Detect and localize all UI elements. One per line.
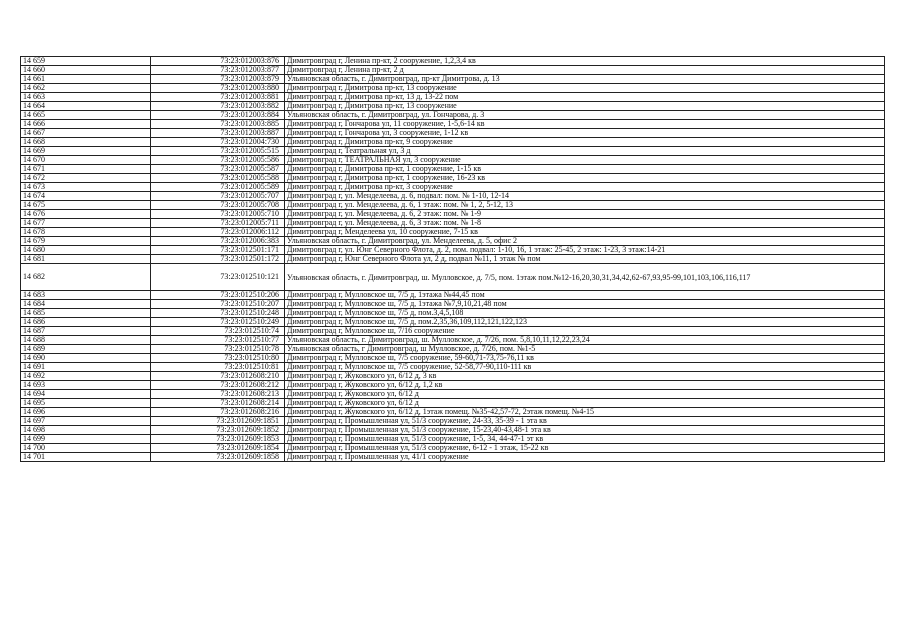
table-row [21,372,885,381]
cadastral-number: 73:23:012003:879 [151,75,285,84]
cadastral-number: 73:23:012608:210 [151,372,285,381]
table-row [21,408,885,417]
row-number: 14 681 [21,255,151,264]
cadastral-number: 73:23:012003:882 [151,102,285,111]
address: Димитровград г, Мулловское ш, 7/16 сооружение [285,327,885,336]
cadastral-number: 73:23:012003:877 [151,66,285,75]
address: Ульяновская область, г. Димитровград, пр-кт Димитрова, д. 13 [285,75,885,84]
cadastral-number: 73:23:012510:78 [151,345,285,354]
cadastral-number: 73:23:012004:730 [151,138,285,147]
row-number: 14 661 [21,75,151,84]
cadastral-number: 73:23:012510:81 [151,363,285,372]
address: Димитровград г, Мулловское ш, 7/5 сооружение, 52-58,77-90,110-111 кв [285,363,885,372]
row-number: 14 701 [21,453,151,462]
table-row [21,336,885,345]
row-number: 14 692 [21,372,151,381]
cadastral-number: 73:23:012003:880 [151,84,285,93]
row-number: 14 662 [21,84,151,93]
address: Димитровград г, Промышленная ул, 51/3 сооружение, 24-33, 35-39 - 1 эта кв [285,417,885,426]
cadastral-number: 73:23:012608:214 [151,399,285,408]
address: Димитровград г, Жуковского ул, 6/12 д [285,399,885,408]
row-number: 14 688 [21,336,151,345]
row-number: 14 672 [21,174,151,183]
address: Димитровград г, ул. Менделеева, д. 6, подвал: пом. № 1-10, 12-14 [285,192,885,201]
row-number: 14 666 [21,120,151,129]
registry-rows [21,57,885,462]
address: Димитровград г, Промышленная ул, 41/1 сооружение [285,453,885,462]
row-number: 14 691 [21,363,151,372]
address: Димитровград г, Мулловское ш, 7/5 сооружение, 59-60,71-73,75-76,11 кв [285,354,885,363]
cadastral-number: 73:23:012510:248 [151,309,285,318]
table-row [21,165,885,174]
address: Димитровград г, ул. Менделеева, д. 6, 1 этаж: пом. № 1, 2, 5-12, 13 [285,201,885,210]
row-number: 14 677 [21,219,151,228]
table-row [21,237,885,246]
row-number: 14 668 [21,138,151,147]
address: Димитровград г, Промышленная ул, 51/3 сооружение, 15-23,40-43,48-1 эта кв [285,426,885,435]
cadastral-number: 73:23:012609:1853 [151,435,285,444]
cadastral-number: 73:23:012510:80 [151,354,285,363]
address: Ульяновская область, г Димитровград, ш Мулловское, д. 7/26, пом. №1-5 [285,345,885,354]
table-row [21,390,885,399]
table-row [21,219,885,228]
address: Димитровград г, ул. Менделеева, д. 6, 3 этаж: пом. № 1-8 [285,219,885,228]
row-number: 14 671 [21,165,151,174]
row-number: 14 685 [21,309,151,318]
cadastral-number: 73:23:012003:887 [151,129,285,138]
address: Димитровград г, Мулловское ш, 7/5 д, пом.2,35,36,109,112,121,122,123 [285,318,885,327]
row-number: 14 684 [21,300,151,309]
cadastral-number: 73:23:012003:876 [151,57,285,66]
table-row [21,147,885,156]
cadastral-number: 73:23:012510:77 [151,336,285,345]
table-row [21,183,885,192]
address: Димитровград г, ул. Юнг Северного Флота, д. 2, пом. подвал: 1-10, 16, 1 этаж: 25-45, 2 этаж: 1-23, 3 этаж:14-21 [285,246,885,255]
row-number: 14 679 [21,237,151,246]
row-number: 14 664 [21,102,151,111]
row-number: 14 660 [21,66,151,75]
table-row [21,264,885,291]
cadastral-number: 73:23:012003:881 [151,93,285,102]
row-number: 14 670 [21,156,151,165]
row-number: 14 676 [21,210,151,219]
cadastral-number: 73:23:012510:249 [151,318,285,327]
table-row [21,84,885,93]
address: Димитровград г, Гончарова ул, 3 сооружение, 1-12 кв [285,129,885,138]
table-row [21,291,885,300]
table-row [21,417,885,426]
table-row [21,399,885,408]
address: Димитровград г, ТЕАТРАЛЬНАЯ ул, 3 сооружение [285,156,885,165]
address: Димитровград г, Ленина пр-кт, 2 д [285,66,885,75]
cadastral-number: 73:23:012510:74 [151,327,285,336]
cadastral-number: 73:23:012609:1851 [151,417,285,426]
row-number: 14 698 [21,426,151,435]
row-number: 14 686 [21,318,151,327]
table-row [21,300,885,309]
row-number: 14 665 [21,111,151,120]
cadastral-number: 73:23:012608:213 [151,390,285,399]
row-number: 14 669 [21,147,151,156]
table-row [21,192,885,201]
cadastral-number: 73:23:012005:588 [151,174,285,183]
address: Димитровград г, Димитрова пр-кт, 1 сооружение, 1-15 кв [285,165,885,174]
cadastral-number: 73:23:012003:885 [151,120,285,129]
table-row [21,174,885,183]
table-row [21,381,885,390]
cadastral-number: 73:23:012006:112 [151,228,285,237]
address: Димитровград г, Ленина пр-кт, 2 сооружение, 1,2,3,4 кв [285,57,885,66]
address: Димитровград г, Жуковского ул, 6/12 д [285,390,885,399]
table-row [21,111,885,120]
address: Димитровград г, Димитрова пр-кт, 13 сооружение [285,84,885,93]
cadastral-number: 73:23:012005:515 [151,147,285,156]
address: Димитровград г, Димитрова пр-кт, 13 сооружение [285,102,885,111]
table-row [21,201,885,210]
row-number: 14 693 [21,381,151,390]
address: Димитровград г, Димитрова пр-кт, 9 сооружение [285,138,885,147]
table-row [21,129,885,138]
row-number: 14 682 [21,264,151,291]
row-number: 14 700 [21,444,151,453]
table-row [21,246,885,255]
row-number: 14 674 [21,192,151,201]
table-row [21,93,885,102]
table-row [21,75,885,84]
address: Димитровград г, Театральная ул, 3 д [285,147,885,156]
table-row [21,156,885,165]
table-row [21,318,885,327]
cadastral-number: 73:23:012005:710 [151,210,285,219]
address: Димитровград г, Жуковского ул, 6/12 д, 1этаж помещ. №35-42,57-72, 2этаж помещ. №4-15 [285,408,885,417]
cadastral-number: 73:23:012005:708 [151,201,285,210]
address: Димитровград г, Промышленная ул, 51/3 сооружение, 1-5, 34, 44-47-1 эт кв [285,435,885,444]
cadastral-number: 73:23:012006:383 [151,237,285,246]
cadastral-number: 73:23:012005:707 [151,192,285,201]
cadastral-number: 73:23:012609:1852 [151,426,285,435]
address: Димитровград г, Мулловское ш, 7/5 д, 1этажа №7,9,10,21,48 пом [285,300,885,309]
row-number: 14 689 [21,345,151,354]
table-row [21,57,885,66]
cadastral-number: 73:23:012501:171 [151,246,285,255]
table-row [21,453,885,462]
registry-table [20,56,885,462]
row-number: 14 680 [21,246,151,255]
table-row [21,444,885,453]
address: Ульяновская область, г. Димитровград, ул. Менделеева, д. 5, офис 2 [285,237,885,246]
row-number: 14 675 [21,201,151,210]
address: Димитровград г, Юнг Северного Флота ул, 2 д, подвал №11, 1 этаж № пом [285,255,885,264]
address: Димитровград г, Жуковского ул, 6/12 д, 3 кв [285,372,885,381]
table-row [21,66,885,75]
row-number: 14 694 [21,390,151,399]
cadastral-number: 73:23:012005:586 [151,156,285,165]
address: Ульяновская область, г. Димитровград, ш. Мулловское, д. 7/5, пом. 1этаж пом.№12-16,20,30,31,34,42,62-67,93,95-99,101,103,106,116,117 [285,264,885,291]
cadastral-number: 73:23:012005:589 [151,183,285,192]
table-row [21,102,885,111]
row-number: 14 697 [21,417,151,426]
address: Димитровград г, Димитрова пр-кт, 1 сооружение, 16-23 кв [285,174,885,183]
table-row [21,255,885,264]
cadastral-number: 73:23:012608:216 [151,408,285,417]
cadastral-number: 73:23:012005:711 [151,219,285,228]
row-number: 14 695 [21,399,151,408]
cadastral-number: 73:23:012609:1854 [151,444,285,453]
address: Димитровград г, Мулловское ш, 7/5 д, пом.3,4,5,108 [285,309,885,318]
table-row [21,138,885,147]
address: Ульяновская область, г. Димитровград, ул. Гончарова, д. 3 [285,111,885,120]
cadastral-number: 73:23:012510:206 [151,291,285,300]
table-row [21,309,885,318]
row-number: 14 663 [21,93,151,102]
table-row [21,210,885,219]
address: Димитровград г, ул. Менделеева, д. 6, 2 этаж: пом. № 1-9 [285,210,885,219]
table-row [21,345,885,354]
table-row [21,120,885,129]
table-row [21,327,885,336]
address: Димитровград г, Димитрова пр-кт, 13 д, 13-22 пом [285,93,885,102]
row-number: 14 659 [21,57,151,66]
row-number: 14 690 [21,354,151,363]
row-number: 14 667 [21,129,151,138]
address: Димитровград г, Димитрова пр-кт, 3 сооружение [285,183,885,192]
table-row [21,435,885,444]
address: Димитровград г, Промышленная ул, 51/3 сооружение, 6-12 - 1 этаж, 15-22 кв [285,444,885,453]
row-number: 14 678 [21,228,151,237]
cadastral-number: 73:23:012510:121 [151,264,285,291]
cadastral-number: 73:23:012005:587 [151,165,285,174]
table-row [21,426,885,435]
address: Димитровград г, Жуковского ул, 6/12 д, 1,2 кв [285,381,885,390]
cadastral-number: 73:23:012003:884 [151,111,285,120]
address: Димитровград г, Гончарова ул, 11 сооружение, 1-5,6-14 кв [285,120,885,129]
cadastral-number: 73:23:012501:172 [151,255,285,264]
row-number: 14 673 [21,183,151,192]
table-row [21,228,885,237]
table-row [21,354,885,363]
row-number: 14 683 [21,291,151,300]
row-number: 14 696 [21,408,151,417]
cadastral-number: 73:23:012609:1858 [151,453,285,462]
row-number: 14 699 [21,435,151,444]
address: Ульяновская область, г. Димитровград, ш. Мулловское, д. 7/26, пом. 5,8,10,11,12,22,23,24 [285,336,885,345]
cadastral-number: 73:23:012608:212 [151,381,285,390]
address: Димитровград г, Менделеева ул, 10 сооружение, 7-15 кв [285,228,885,237]
address: Димитровград г, Мулловское ш, 7/5 д, 1этажа №44,45 пом [285,291,885,300]
cadastral-number: 73:23:012510:207 [151,300,285,309]
table-row [21,363,885,372]
row-number: 14 687 [21,327,151,336]
